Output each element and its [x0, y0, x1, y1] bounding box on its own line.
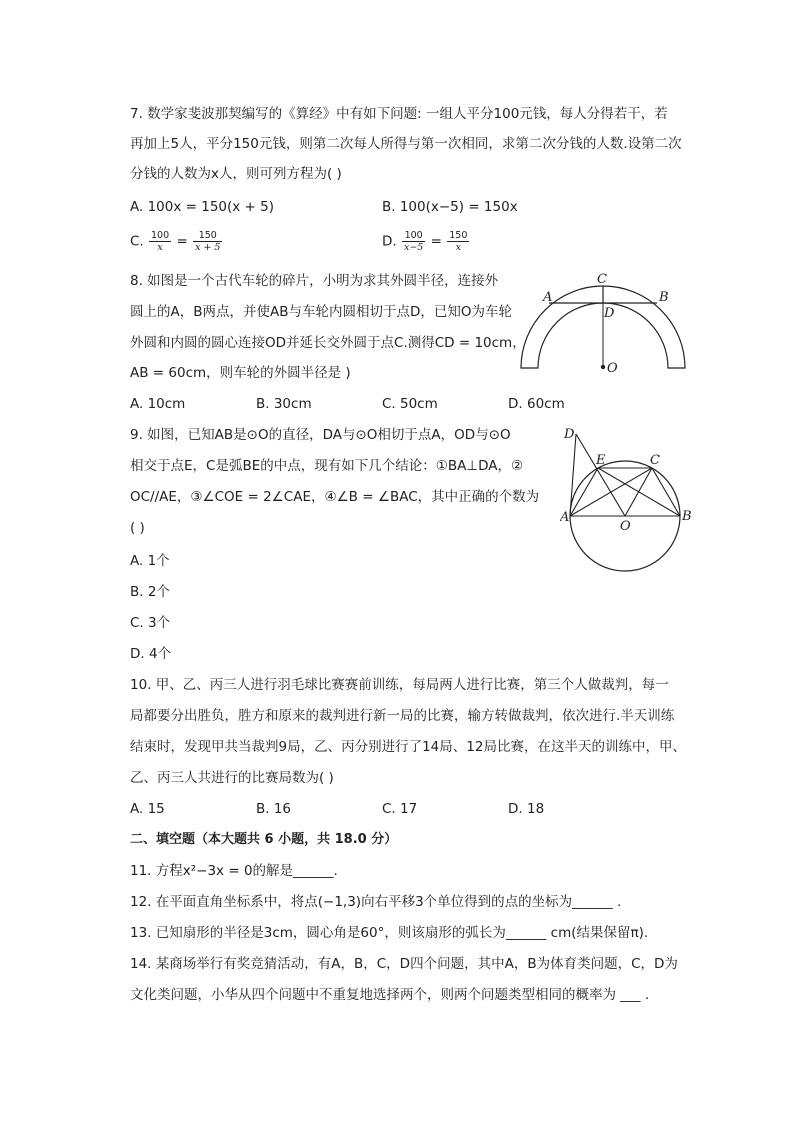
q7-option-c-equals: = [176, 233, 188, 250]
q7-line-2: 再加上5人，平分150元钱，则第二次每人所得与第一次相同，求第二次分钱的人数.设第二次 [130, 136, 682, 152]
q9-label-e: E [596, 453, 606, 468]
q11-text: 11. 方程x²−3x = 0的解是______. [130, 863, 338, 879]
q7-line-3: 分钱的人数为x人，则可列方程为( ) [130, 166, 342, 182]
q9-circle-figure [560, 422, 700, 592]
q9-line-3: OC//AE，③∠COE = 2∠CAE，④∠B = ∠BAC，其中正确的个数为 [130, 489, 540, 505]
q10-line-1: 10. 甲、乙、丙三人进行羽毛球比赛赛前训练，每局两人进行比赛，第三个人做裁判，每一 [130, 677, 669, 693]
q9-label-c: C [650, 453, 660, 468]
q9-label-b: B [682, 509, 692, 524]
q7-line-1: 7. 数学家斐波那契编写的《算经》中有如下问题: 一组人平分100元钱，每人分得若干，若 [130, 106, 668, 122]
q10-line-4: 乙、丙三人共进行的比赛局数为( ) [130, 770, 334, 786]
q7-option-c [130, 230, 223, 253]
q7-option-c-fraction-1: $\frac{100}{x}$ [151, 230, 170, 253]
q10-option-b: B. 16 [256, 801, 292, 817]
q9-segment-ae [570, 468, 598, 516]
q9-option-d: D. 4个 [130, 646, 172, 662]
q9-segment-cb [652, 468, 680, 516]
q8-label-d: D [604, 306, 615, 321]
q7-option-c-label: C. [130, 233, 144, 250]
q8-option-a: A. 10cm [130, 396, 186, 412]
q7-option-a: A. 100x = 150(x + 5) [130, 199, 275, 215]
q10-option-d: D. 18 [508, 801, 545, 817]
q9-option-c: C. 3个 [130, 615, 171, 631]
q9-label-a: A [560, 510, 570, 525]
q8-option-b: B. 30cm [256, 396, 312, 412]
q8-line-1: 8. 如图是一个古代车轮的碎片，小明为求其外圆半径，连接外 [130, 273, 499, 289]
q8-option-c: C. 50cm [382, 396, 438, 412]
q7-option-d-fraction-1: $\frac{100}{x-5}$ [403, 230, 424, 253]
q8-option-d: D. 60cm [508, 396, 565, 412]
q8-line-2: 圆上的A，B两点，并使AB与车轮内圆相切于点D，已知O为车轮 [130, 304, 513, 320]
q9-label-d: D [564, 427, 575, 442]
q7-option-b: B. 100(x−5) = 150x [382, 199, 518, 215]
q8-label-o: O [607, 361, 618, 376]
q13-text: 13. 已知扇形的半径是3cm，圆心角是60°，则该扇形的弧长为______ cm(结果保留π). [130, 925, 649, 941]
q9-line-1: 9. 如图，已知AB是⊙O的直径，DA与⊙O相切于点A，OD与⊙O [130, 427, 511, 443]
q9-line-4: ( ) [130, 520, 145, 536]
q7-option-d-fraction-2: $\frac{150}{x}$ [449, 230, 468, 253]
q10-option-c: C. 17 [382, 801, 418, 817]
q8-label-b: B [659, 290, 669, 305]
q8-label-c: C [597, 272, 607, 287]
q8-label-a: A [543, 290, 553, 305]
q10-line-2: 局都要分出胜负，胜方和原来的裁判进行新一局的比赛，输方转做裁判，依次进行.半天训练 [130, 708, 675, 724]
q9-label-o: O [620, 519, 631, 534]
q7-option-d-equals: = [430, 233, 442, 250]
q10-option-a: A. 15 [130, 801, 165, 817]
section-2-heading: 二、填空题（本大题共 6 小题，共 18.0 分） [130, 832, 398, 847]
q9-option-a: A. 1个 [130, 553, 170, 569]
q9-tangent-da [570, 434, 576, 516]
q7-option-d-label: D. [382, 233, 397, 250]
q9-segment-od [576, 434, 625, 516]
q9-segment-oc [625, 468, 652, 516]
q9-line-2: 相交于点E，C是弧BE的中点，现有如下几个结论：①BA⊥DA，② [130, 458, 524, 474]
q10-line-3: 结束时，发现甲共当裁判9局，乙、丙分别进行了14局、12局比赛，在这半天的训练中，甲、 [130, 739, 686, 755]
q8-wheel-figure [515, 268, 700, 383]
q14-line-2: 文化类问题，小华从四个问题中不重复地选择两个，则两个问题类型相同的概率为 ___ . [130, 987, 650, 1003]
q9-option-b: B. 2个 [130, 584, 170, 600]
q8-point-o [601, 365, 605, 369]
q14-line-1: 14. 某商场举行有奖竞猜活动，有A，B，C，D四个问题，其中A，B为体育类问题，C，D为 [130, 956, 678, 972]
q8-line-3: 外圆和内圆的圆心连接OD并延长交外圆于点C.测得CD = 10cm， [130, 335, 526, 351]
q7-option-d [382, 230, 470, 253]
q8-line-4: AB = 60cm，则车轮的外圆半径是 ) [130, 365, 351, 381]
q12-text: 12. 在平面直角坐标系中，将点(−1,3)向右平移3个单位得到的点的坐标为______ . [130, 894, 622, 910]
q7-option-c-fraction-2: $\frac{150}{x + 5}$ [195, 230, 221, 253]
